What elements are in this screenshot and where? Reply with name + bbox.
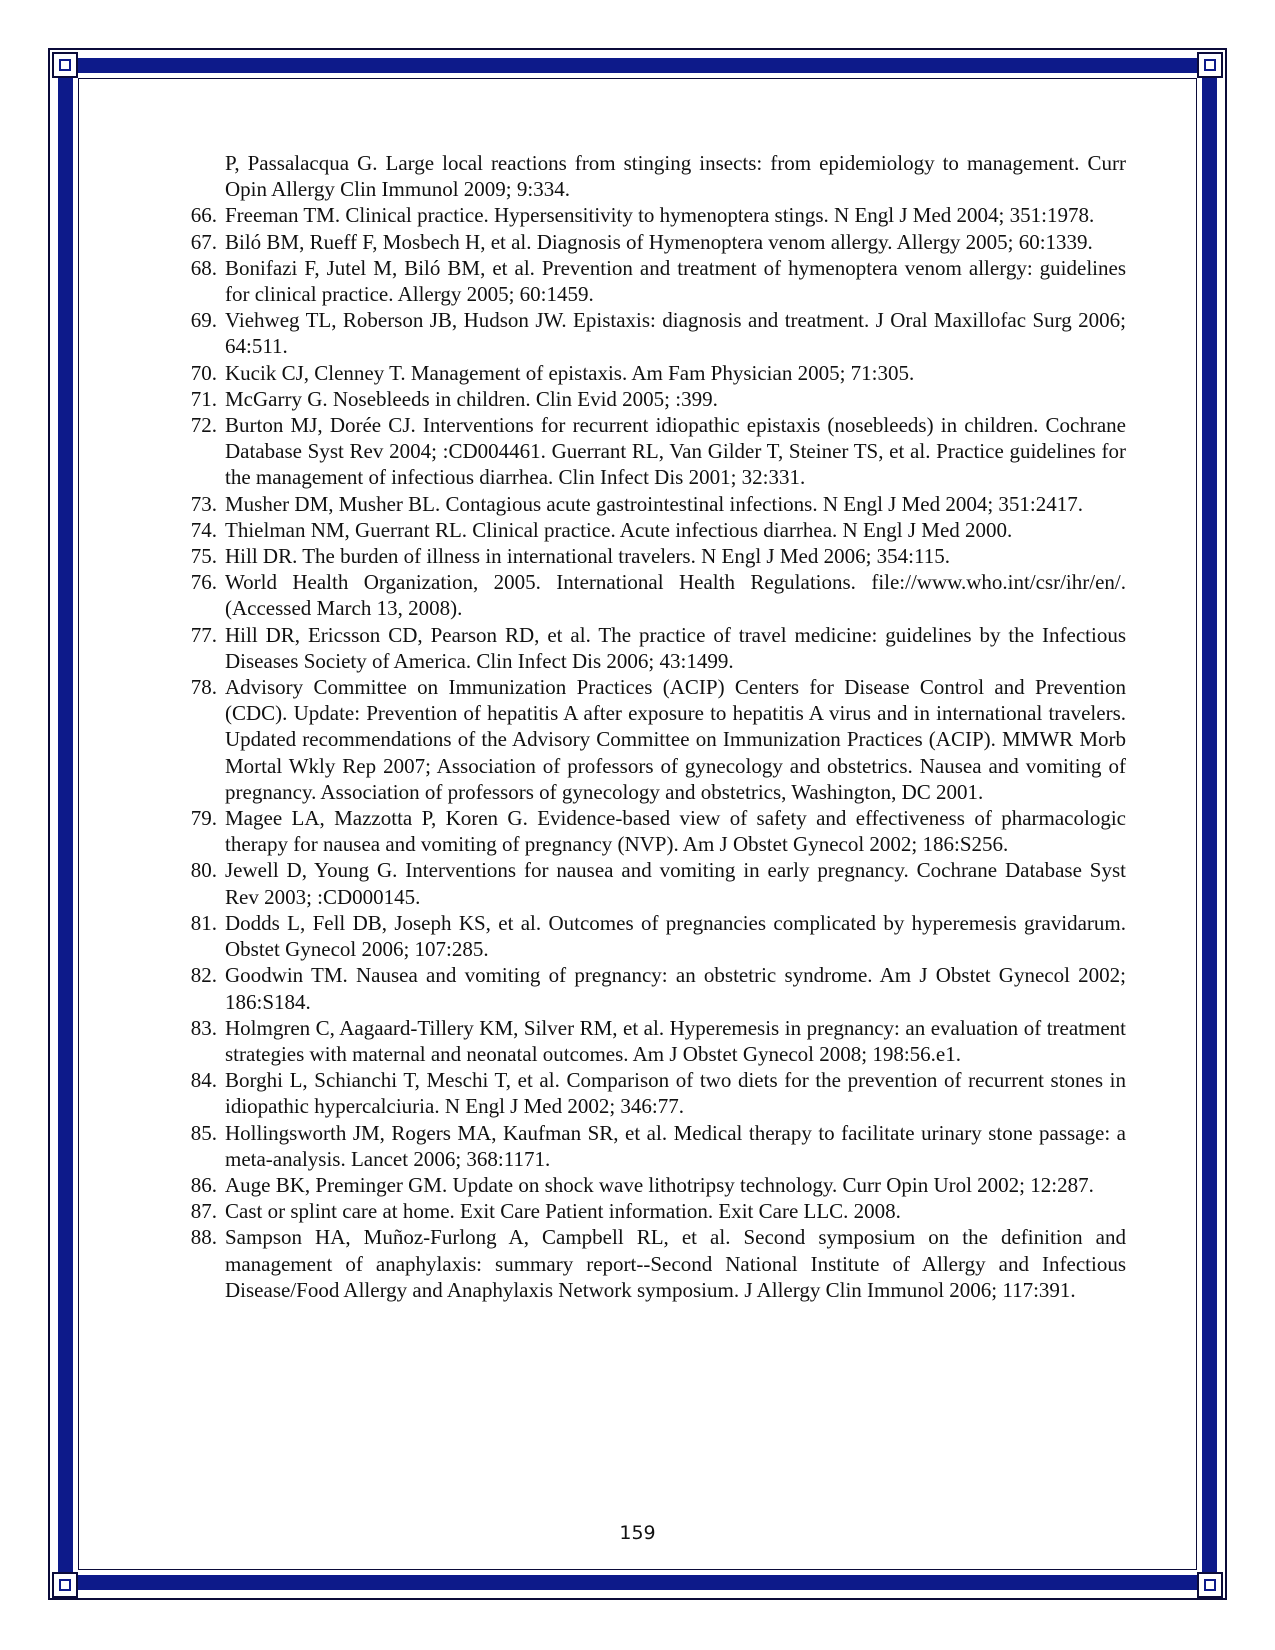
reference-number: 81. — [190, 910, 217, 935]
reference-item — [160, 569, 1126, 621]
reference-text: Hill DR, Ericsson CD, Pearson RD, et al. The practice of travel medicine: guidelines by the Infectious Diseases Society of America. Clin Infect Dis 2006; 43:1499. — [225, 622, 1126, 673]
reference-item — [160, 857, 1126, 909]
reference-item — [160, 1172, 1126, 1198]
reference-item — [160, 622, 1126, 674]
reference-number: 86. — [190, 1172, 217, 1197]
border-corner-ornament — [52, 52, 78, 78]
reference-number: 88. — [190, 1225, 217, 1250]
reference-list — [160, 150, 1126, 1303]
reference-item — [160, 1067, 1126, 1119]
reference-text: Jewell D, Young G. Interventions for nausea and vomiting in early pregnancy. Cochrane Database Syst Rev 2003; :CD000145. — [225, 858, 1126, 909]
reference-item — [160, 517, 1126, 543]
border-corner-ornament — [1197, 1572, 1223, 1598]
reference-number: 83. — [190, 1015, 217, 1040]
reference-number: 66. — [190, 203, 217, 228]
reference-item — [160, 1198, 1126, 1224]
reference-number: 70. — [190, 360, 217, 385]
border-corner-ornament — [52, 1572, 78, 1598]
reference-number: 71. — [190, 386, 217, 411]
reference-number: 67. — [190, 229, 217, 254]
reference-text: Freeman TM. Clinical practice. Hypersensitivity to hymenoptera stings. N Engl J Med 2004; 351:1978. — [225, 203, 1095, 228]
reference-text: Dodds L, Fell DB, Joseph KS, et al. Outcomes of pregnancies complicated by hyperemesis gravidarum. Obstet Gynecol 2006; 107:285. — [225, 910, 1126, 962]
reference-text: Borghi L, Schianchi T, Meschi T, et al. Comparison of two diets for the prevention of recurrent stones in idiopathic hypercalciuria. N Engl J Med 2002; 346:77. — [225, 1068, 1126, 1119]
reference-number: 72. — [190, 413, 217, 438]
reference-number: 84. — [190, 1068, 217, 1093]
reference-text: P, Passalacqua G. Large local reactions from stinging insects: from epidemiology to management. Curr Opin Allergy Clin Immunol 2009; 9:334. — [225, 151, 1126, 202]
reference-number: 77. — [190, 622, 217, 647]
reference-text: Thielman NM, Guerrant RL. Clinical practice. Acute infectious diarrhea. N Engl J Med 2000. — [225, 517, 1013, 542]
reference-item — [160, 360, 1126, 386]
reference-number: 73. — [190, 491, 217, 516]
reference-text: Magee LA, Mazzotta P, Koren G. Evidence-based view of safety and effectiveness of pharmacologic therapy for nausea and vomiting of pregnancy (NVP). Am J Obstet Gynecol 2002; 186:S256. — [225, 806, 1126, 857]
reference-item — [160, 202, 1126, 228]
reference-number: 69. — [190, 308, 217, 333]
reference-text: World Health Organization, 2005. International Health Regulations. file://www.who.int/csr/ihr/en/. (Accessed March 13, 2008). — [225, 570, 1126, 621]
reference-item — [160, 386, 1126, 412]
reference-text: Sampson HA, Muñoz-Furlong A, Campbell RL, et al. Second symposium on the definition and management of anaphylaxis: summary report--Second National Institute of Allergy and Infectious Disease/Food Allergy and Anaphylaxis Network symposium. J Allergy Clin Immunol 2006; 117:391. — [225, 1225, 1126, 1302]
reference-text: Musher DM, Musher BL. Contagious acute gastrointestinal infections. N Engl J Med 2004; 351:2417. — [225, 491, 1083, 516]
reference-item — [160, 1224, 1126, 1303]
border-corner-ornament — [1197, 52, 1223, 78]
reference-text: Biló BM, Rueff F, Mosbech H, et al. Diagnosis of Hymenoptera venom allergy. Allergy 2005; 60:1339. — [225, 229, 1093, 254]
reference-item — [160, 805, 1126, 857]
page-number: 159 — [619, 1522, 656, 1544]
reference-text: McGarry G. Nosebleeds in children. Clin Evid 2005; :399. — [225, 386, 718, 411]
reference-text: Cast or splint care at home. Exit Care Patient information. Exit Care LLC. 2008. — [225, 1199, 901, 1224]
reference-item — [160, 491, 1126, 517]
reference-number: 78. — [190, 675, 217, 700]
reference-number: 79. — [190, 806, 217, 831]
reference-number: 68. — [190, 255, 217, 280]
reference-item — [160, 229, 1126, 255]
reference-number: 82. — [190, 963, 217, 988]
reference-item — [160, 412, 1126, 491]
reference-text: Kucik CJ, Clenney T. Management of epistaxis. Am Fam Physician 2005; 71:305. — [225, 360, 915, 385]
reference-number: 75. — [190, 544, 217, 569]
reference-item — [160, 307, 1126, 359]
reference-text: Advisory Committee on Immunization Practices (ACIP) Centers for Disease Control and Prevention (CDC). Update: Prevention of hepatitis A after exposure to hepatitis A virus and in international travelers. Updated recommendations of the Advisory Committee on Immunization Practices (ACIP). MMWR Morb Mortal Wkly Rep 2007; Association of professors of gynecology and obstetrics. Nausea and vomiting of pregnancy. Association of professors of gynecology and obstetrics, Washington, DC 2001. — [225, 675, 1126, 804]
reference-item — [160, 543, 1126, 569]
reference-list-container — [160, 150, 1126, 1303]
reference-text: Auge BK, Preminger GM. Update on shock wave lithotripsy technology. Curr Opin Urol 2002; 12:287. — [225, 1172, 1094, 1197]
reference-text: Viehweg TL, Roberson JB, Hudson JW. Epistaxis: diagnosis and treatment. J Oral Maxillofac Surg 2006; 64:511. — [225, 308, 1126, 359]
reference-number: 87. — [190, 1199, 217, 1224]
reference-item — [160, 962, 1126, 1014]
reference-item — [160, 150, 1126, 202]
reference-text: Hollingsworth JM, Rogers MA, Kaufman SR, et al. Medical therapy to facilitate urinary stone passage: a meta-analysis. Lancet 2006; 368:1171. — [225, 1120, 1126, 1171]
reference-number: 74. — [190, 517, 217, 542]
reference-number: 80. — [190, 858, 217, 883]
reference-item — [160, 674, 1126, 805]
reference-number: 76. — [190, 570, 217, 595]
reference-text: Bonifazi F, Jutel M, Biló BM, et al. Prevention and treatment of hymenoptera venom allergy: guidelines for clinical practice. Allergy 2005; 60:1459. — [225, 255, 1126, 307]
reference-item — [160, 1015, 1126, 1067]
reference-text: Holmgren C, Aagaard-Tillery KM, Silver RM, et al. Hyperemesis in pregnancy: an evaluation of treatment strategies with maternal and neonatal outcomes. Am J Obstet Gynecol 2008; 198:56.e1. — [225, 1015, 1126, 1066]
reference-item — [160, 255, 1126, 307]
reference-item — [160, 1120, 1126, 1172]
reference-text: Burton MJ, Dorée CJ. Interventions for recurrent idiopathic epistaxis (nosebleeds) in children. Cochrane Database Syst Rev 2004; :CD004461. Guerrant RL, Van Gilder T, Steiner TS, et al. Practice guidelines for the management of infectious diarrhea. Clin Infect Dis 2001; 32:331. — [225, 413, 1126, 490]
reference-text: Goodwin TM. Nausea and vomiting of pregnancy: an obstetric syndrome. Am J Obstet Gynecol 2002; 186:S184. — [225, 963, 1126, 1014]
reference-number: 85. — [190, 1120, 217, 1145]
reference-text: Hill DR. The burden of illness in international travelers. N Engl J Med 2006; 354:115. — [225, 544, 950, 569]
reference-item — [160, 910, 1126, 962]
